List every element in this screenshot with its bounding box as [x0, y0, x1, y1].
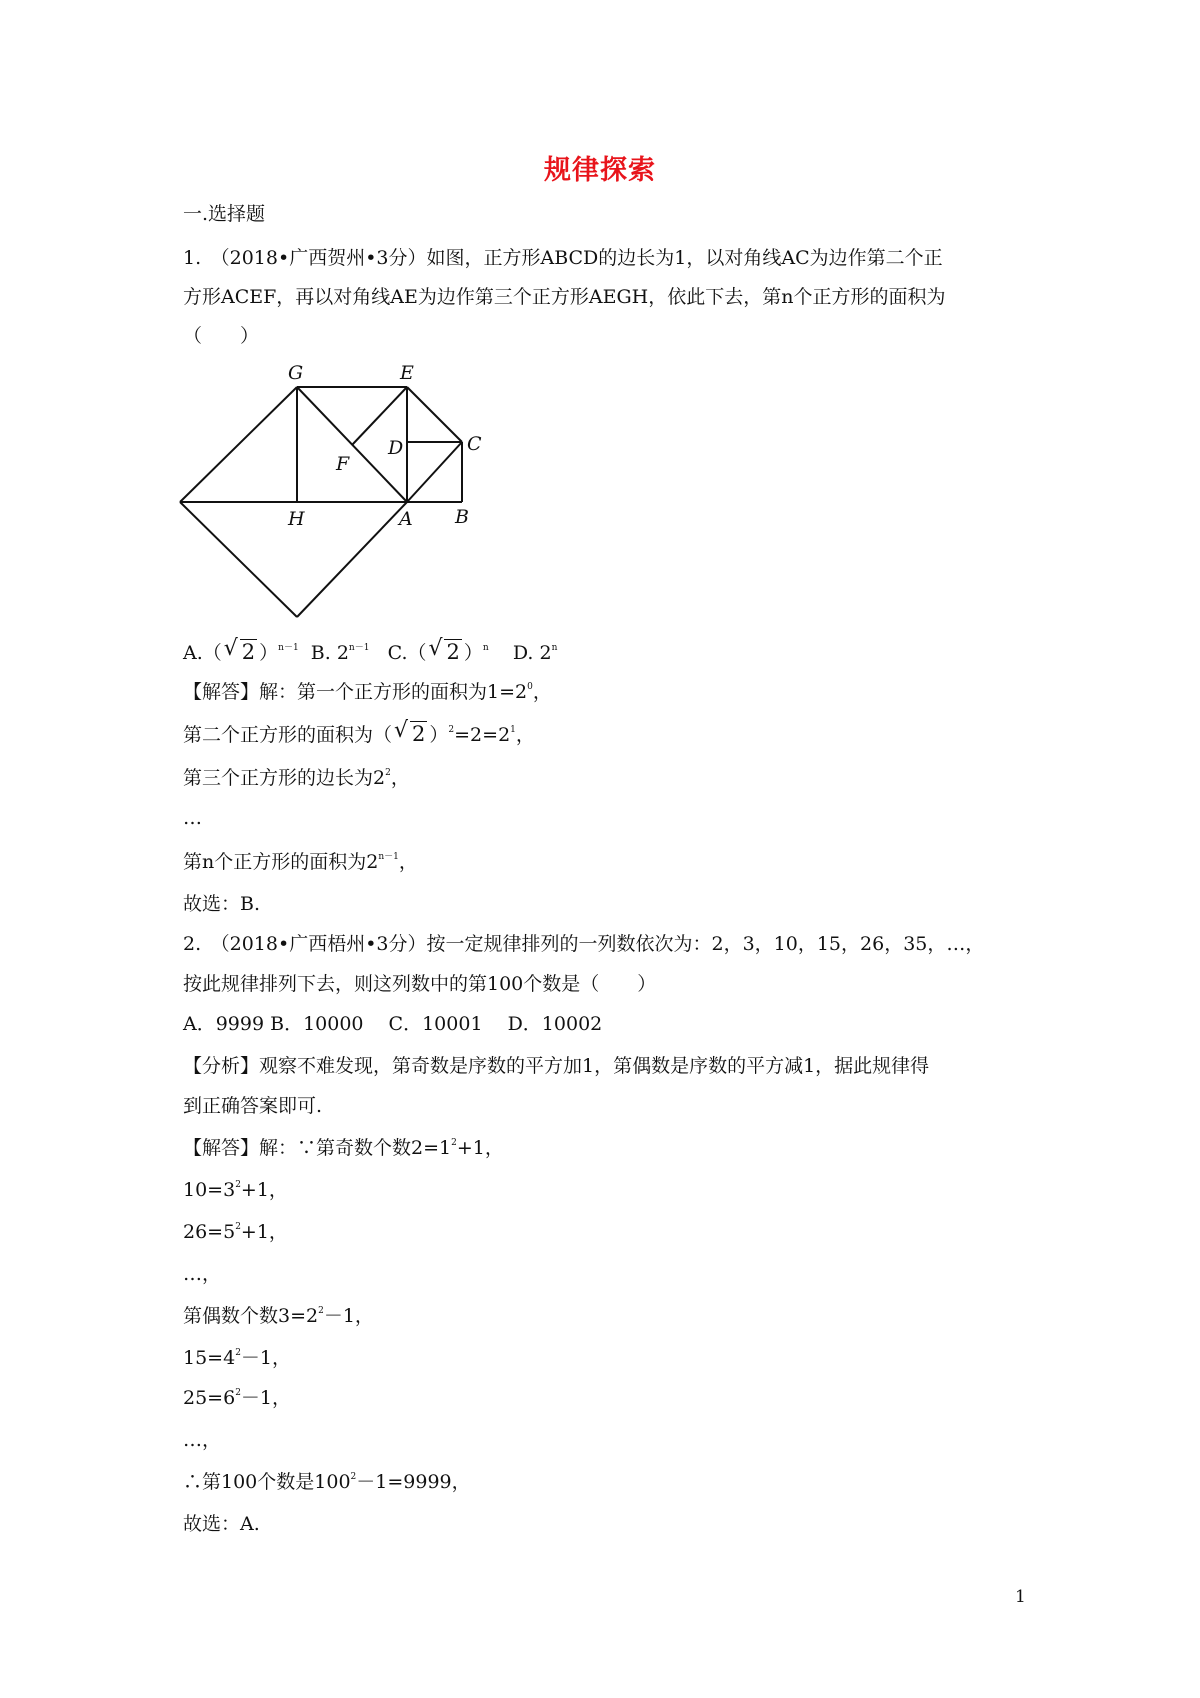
edge-C-A: [407, 442, 462, 502]
q2-stem-line2: 按此规律排列下去，则这列数中的第100个数是（ ）: [183, 973, 657, 995]
label-G: G: [288, 362, 304, 384]
q1-answer-line4: …: [183, 807, 202, 829]
label-D: D: [388, 437, 404, 459]
q2-answer-line1: 【解答】解：∵第奇数个数$2=1^2+1$，: [183, 1137, 504, 1159]
q1-stem-line1: 1. （2018•广西贺州•3分）如图，正方形ABCD的边长为1，以对角线AC为边作第二个正: [183, 247, 943, 269]
label-C: C: [467, 433, 482, 455]
squares-figure: [170, 355, 510, 625]
q1-answer-line2: 第二个正方形的面积为（ √ 2 ）$^2=2=2^1$，: [183, 718, 535, 746]
q2-stem-line1: 2. （2018•广西梧州•3分）按一定规律排列的一列数依次为：2，3，10，15，26，35，…，: [183, 933, 985, 955]
q2-answer-line9: ∴第100个数是$100^2-1=9999$，: [183, 1471, 471, 1493]
q2-answer-line3: $26=5^2+1$，: [183, 1221, 288, 1243]
q1-stem-line2: 方形ACEF，再以对角线AE为边作第三个正方形AEGH，依此下去，第n个正方形的面积为: [183, 286, 946, 308]
option-d-label: D. 2: [512, 642, 552, 664]
page-number: 1: [1015, 1587, 1026, 1607]
label-F: F: [336, 453, 350, 475]
q1-answer-line3: 第三个正方形的边长为$2^2$，: [183, 767, 410, 789]
label-A: A: [399, 508, 413, 530]
q1-options: A.（ √ 2 ）$^{n-1}$ B. $2^{n-1}$ C.（ √ 2 ）$^n$ D. 2$^n$: [183, 636, 558, 664]
sqrt-symbol: √ 2: [223, 636, 256, 664]
q1-answer-line1: 【解答】解：第一个正方形的面积为$1=2^0$，: [183, 681, 552, 703]
q2-answer-line5: 第偶数个数$3=2^2-1$，: [183, 1305, 374, 1327]
q2-analysis-line2: 到正确答案即可.: [183, 1095, 323, 1117]
q2-answer-line2: $10=3^2+1$，: [183, 1179, 288, 1201]
q2-answer-line4: …，: [183, 1263, 222, 1285]
q2-answer-line10: 故选：A.: [183, 1513, 260, 1535]
option-a-label: A.（: [183, 642, 222, 664]
option-b-label: B. 2: [310, 642, 349, 664]
q1-stem-line3: （ ）: [183, 325, 260, 347]
q2-options: A．9999 B．10000 C．10001 D．10002: [183, 1013, 603, 1035]
label-H: H: [288, 508, 305, 530]
q2-answer-line8: …，: [183, 1429, 222, 1451]
section-heading: 一.选择题: [183, 203, 266, 225]
edge-E-C: [407, 387, 462, 442]
label-E: E: [400, 362, 414, 384]
q2-analysis-line1: 【分析】观察不难发现，第奇数是序数的平方加1，第偶数是序数的平方减1，据此规律得: [183, 1055, 930, 1077]
edge-bottom-A: [297, 502, 407, 617]
q1-answer-line5: 第n个正方形的面积为$2^{n-1}$，: [183, 851, 418, 873]
q2-answer-line6: $15=4^2-1$，: [183, 1347, 292, 1369]
option-c-label: C.（: [387, 642, 427, 664]
sqrt-symbol: √ 2: [394, 718, 426, 746]
q2-answer-line7: $25=6^2-1$，: [183, 1387, 292, 1409]
q1-answer-line6: 故选：B.: [183, 893, 261, 915]
label-B: B: [455, 506, 469, 528]
document-title: 规律探索: [544, 155, 656, 186]
edge-G-left: [180, 387, 297, 502]
edge-left-bottom: [180, 502, 297, 617]
sqrt-symbol: √ 2: [428, 636, 460, 664]
